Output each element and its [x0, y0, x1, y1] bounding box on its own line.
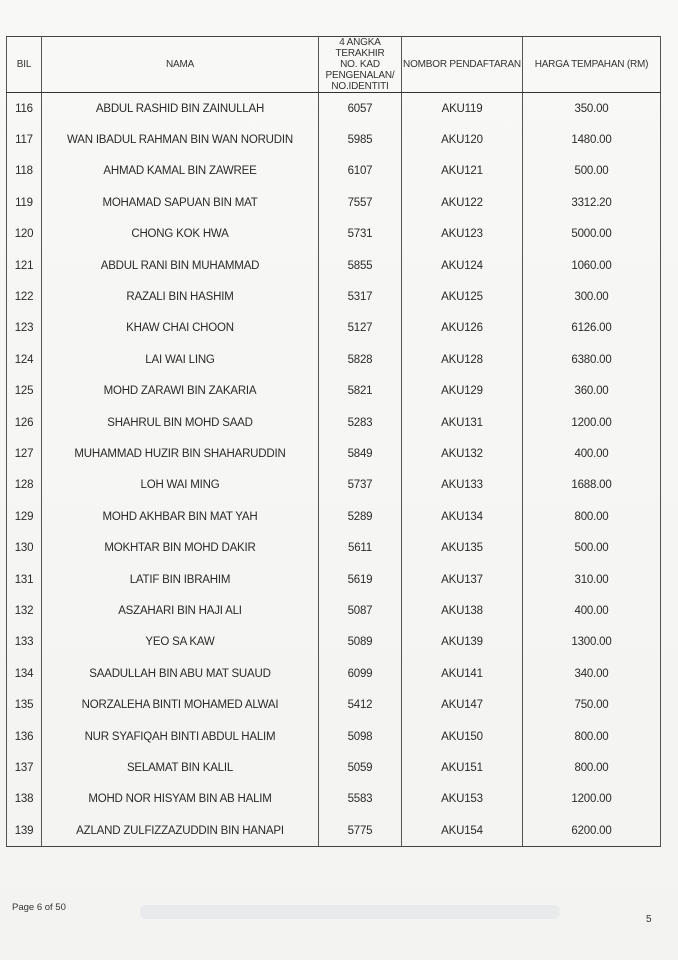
table-row [7, 595, 661, 626]
cell-bil: 125 [7, 376, 42, 407]
cell-reg: AKU131 [402, 407, 523, 438]
cell-bil: 139 [7, 815, 42, 847]
table-row [7, 219, 661, 250]
cell-bil: 117 [7, 124, 42, 155]
cell-nama: NORZALEHA BINTI MOHAMED ALWAI [42, 689, 319, 720]
cell-nama: CHONG KOK HWA [42, 219, 319, 250]
cell-ic: 5583 [319, 784, 402, 815]
table-row [7, 313, 661, 344]
cell-reg: AKU134 [402, 501, 523, 532]
header-nama: NAMA [42, 37, 319, 93]
cell-harga: 1200.00 [523, 407, 661, 438]
cell-bil: 126 [7, 407, 42, 438]
cell-ic: 5611 [319, 532, 402, 563]
cell-harga: 5000.00 [523, 219, 661, 250]
cell-harga: 350.00 [523, 93, 661, 125]
cell-harga: 1480.00 [523, 124, 661, 155]
cell-ic: 5317 [319, 281, 402, 312]
cell-nama: AZLAND ZULFIZZAZUDDIN BIN HANAPI [42, 815, 319, 847]
cell-ic: 5775 [319, 815, 402, 847]
header-row [7, 37, 661, 93]
cell-harga: 300.00 [523, 281, 661, 312]
cell-reg: AKU120 [402, 124, 523, 155]
cell-reg: AKU138 [402, 595, 523, 626]
cell-nama: RAZALI BIN HASHIM [42, 281, 319, 312]
header-ic-line: 4 ANGKA TERAKHIR [335, 37, 385, 59]
cell-bil: 133 [7, 627, 42, 658]
cell-nama: LAI WAI LING [42, 344, 319, 375]
cell-harga: 400.00 [523, 438, 661, 469]
table-row [7, 93, 661, 125]
cell-bil: 119 [7, 187, 42, 218]
cell-harga: 3312.20 [523, 187, 661, 218]
cell-nama: NUR SYAFIQAH BINTI ABDUL HALIM [42, 721, 319, 752]
page-indicator: Page 6 of 50 [12, 902, 66, 913]
cell-ic: 5289 [319, 501, 402, 532]
cell-ic: 6057 [319, 93, 402, 125]
table-row [7, 784, 661, 815]
table-row [7, 344, 661, 375]
header-ic-line: NO. KAD [340, 59, 380, 70]
cell-harga: 800.00 [523, 721, 661, 752]
cell-reg: AKU154 [402, 815, 523, 847]
header-reg: NOMBOR PENDAFTARAN [402, 37, 523, 93]
cell-reg: AKU133 [402, 470, 523, 501]
cell-bil: 137 [7, 752, 42, 783]
table-row [7, 124, 661, 155]
cell-nama: MUHAMMAD HUZIR BIN SHAHARUDDIN [42, 438, 319, 469]
cell-harga: 500.00 [523, 532, 661, 563]
cell-harga: 6380.00 [523, 344, 661, 375]
cell-harga: 500.00 [523, 156, 661, 187]
cell-ic: 5828 [319, 344, 402, 375]
cell-reg: AKU119 [402, 93, 523, 125]
cell-bil: 138 [7, 784, 42, 815]
header-ic-line: PENGENALAN/ [325, 70, 395, 81]
cell-bil: 131 [7, 564, 42, 595]
cell-nama: SELAMAT BIN KALIL [42, 752, 319, 783]
header-ic-line: NO.IDENTITI [331, 81, 389, 92]
cell-bil: 122 [7, 281, 42, 312]
table-row [7, 187, 661, 218]
cell-ic: 5089 [319, 627, 402, 658]
cell-bil: 134 [7, 658, 42, 689]
cell-reg: AKU125 [402, 281, 523, 312]
cell-harga: 340.00 [523, 658, 661, 689]
cell-reg: AKU135 [402, 532, 523, 563]
cell-nama: MOHD NOR HISYAM BIN AB HALIM [42, 784, 319, 815]
cell-nama: AHMAD KAMAL BIN ZAWREE [42, 156, 319, 187]
cell-ic: 6099 [319, 658, 402, 689]
cell-bil: 118 [7, 156, 42, 187]
cell-reg: AKU147 [402, 689, 523, 720]
cell-bil: 135 [7, 689, 42, 720]
table-row [7, 438, 661, 469]
cell-nama: MOHD ZARAWI BIN ZAKARIA [42, 376, 319, 407]
cell-nama: SHAHRUL BIN MOHD SAAD [42, 407, 319, 438]
cell-bil: 123 [7, 313, 42, 344]
table-row [7, 470, 661, 501]
table-body [7, 93, 661, 847]
cell-nama: MOHD AKHBAR BIN MAT YAH [42, 501, 319, 532]
table-row [7, 407, 661, 438]
cell-nama: LATIF BIN IBRAHIM [42, 564, 319, 595]
cell-bil: 132 [7, 595, 42, 626]
cell-ic: 5619 [319, 564, 402, 595]
table-row [7, 627, 661, 658]
registration-table [6, 36, 661, 847]
cell-nama: ABDUL RANI BIN MUHAMMAD [42, 250, 319, 281]
cell-bil: 128 [7, 470, 42, 501]
cell-ic: 5412 [319, 689, 402, 720]
cell-ic: 5985 [319, 124, 402, 155]
cell-ic: 5098 [319, 721, 402, 752]
cell-nama: SAADULLAH BIN ABU MAT SUAUD [42, 658, 319, 689]
cell-reg: AKU153 [402, 784, 523, 815]
cell-ic: 6107 [319, 156, 402, 187]
cell-harga: 750.00 [523, 689, 661, 720]
cell-nama: ASZAHARI BIN HAJI ALI [42, 595, 319, 626]
cell-nama: YEO SA KAW [42, 627, 319, 658]
cell-bil: 127 [7, 438, 42, 469]
table-row [7, 564, 661, 595]
cell-ic: 5849 [319, 438, 402, 469]
table-row [7, 376, 661, 407]
cell-harga: 1200.00 [523, 784, 661, 815]
cell-reg: AKU139 [402, 627, 523, 658]
table-row [7, 281, 661, 312]
table-row [7, 658, 661, 689]
cell-reg: AKU129 [402, 376, 523, 407]
cell-ic: 5731 [319, 219, 402, 250]
cell-harga: 1300.00 [523, 627, 661, 658]
header-harga: HARGA TEMPAHAN (RM) [523, 37, 661, 93]
cell-ic: 5855 [319, 250, 402, 281]
table-row [7, 815, 661, 847]
cell-ic: 5821 [319, 376, 402, 407]
cell-reg: AKU126 [402, 313, 523, 344]
cell-nama: KHAW CHAI CHOON [42, 313, 319, 344]
cell-bil: 121 [7, 250, 42, 281]
cell-harga: 310.00 [523, 564, 661, 595]
cell-bil: 124 [7, 344, 42, 375]
cell-nama: WAN IBADUL RAHMAN BIN WAN NORUDIN [42, 124, 319, 155]
cell-nama: ABDUL RASHID BIN ZAINULLAH [42, 93, 319, 125]
cell-harga: 800.00 [523, 752, 661, 783]
cell-reg: AKU122 [402, 187, 523, 218]
table-row [7, 532, 661, 563]
table-row [7, 721, 661, 752]
header-ic [319, 37, 402, 93]
cell-harga: 1060.00 [523, 250, 661, 281]
table-row [7, 501, 661, 532]
header-bil: BIL [7, 37, 42, 93]
cell-nama: MOKHTAR BIN MOHD DAKIR [42, 532, 319, 563]
cell-bil: 129 [7, 501, 42, 532]
table-row [7, 156, 661, 187]
cell-harga: 800.00 [523, 501, 661, 532]
cell-harga: 6126.00 [523, 313, 661, 344]
scan-smudge [140, 905, 560, 919]
page-number: 5 [646, 914, 652, 925]
cell-ic: 5127 [319, 313, 402, 344]
cell-reg: AKU137 [402, 564, 523, 595]
cell-bil: 116 [7, 93, 42, 125]
cell-reg: AKU123 [402, 219, 523, 250]
cell-reg: AKU124 [402, 250, 523, 281]
cell-ic: 7557 [319, 187, 402, 218]
cell-ic: 5059 [319, 752, 402, 783]
cell-ic: 5737 [319, 470, 402, 501]
table-row [7, 250, 661, 281]
cell-nama: MOHAMAD SAPUAN BIN MAT [42, 187, 319, 218]
cell-harga: 400.00 [523, 595, 661, 626]
table-row [7, 689, 661, 720]
cell-nama: LOH WAI MING [42, 470, 319, 501]
cell-bil: 120 [7, 219, 42, 250]
cell-reg: AKU121 [402, 156, 523, 187]
cell-reg: AKU132 [402, 438, 523, 469]
cell-bil: 130 [7, 532, 42, 563]
cell-reg: AKU128 [402, 344, 523, 375]
cell-reg: AKU151 [402, 752, 523, 783]
cell-harga: 1688.00 [523, 470, 661, 501]
cell-harga: 360.00 [523, 376, 661, 407]
cell-ic: 5087 [319, 595, 402, 626]
cell-harga: 6200.00 [523, 815, 661, 847]
table-header [7, 37, 661, 93]
cell-reg: AKU150 [402, 721, 523, 752]
table-row [7, 752, 661, 783]
cell-ic: 5283 [319, 407, 402, 438]
cell-reg: AKU141 [402, 658, 523, 689]
cell-bil: 136 [7, 721, 42, 752]
